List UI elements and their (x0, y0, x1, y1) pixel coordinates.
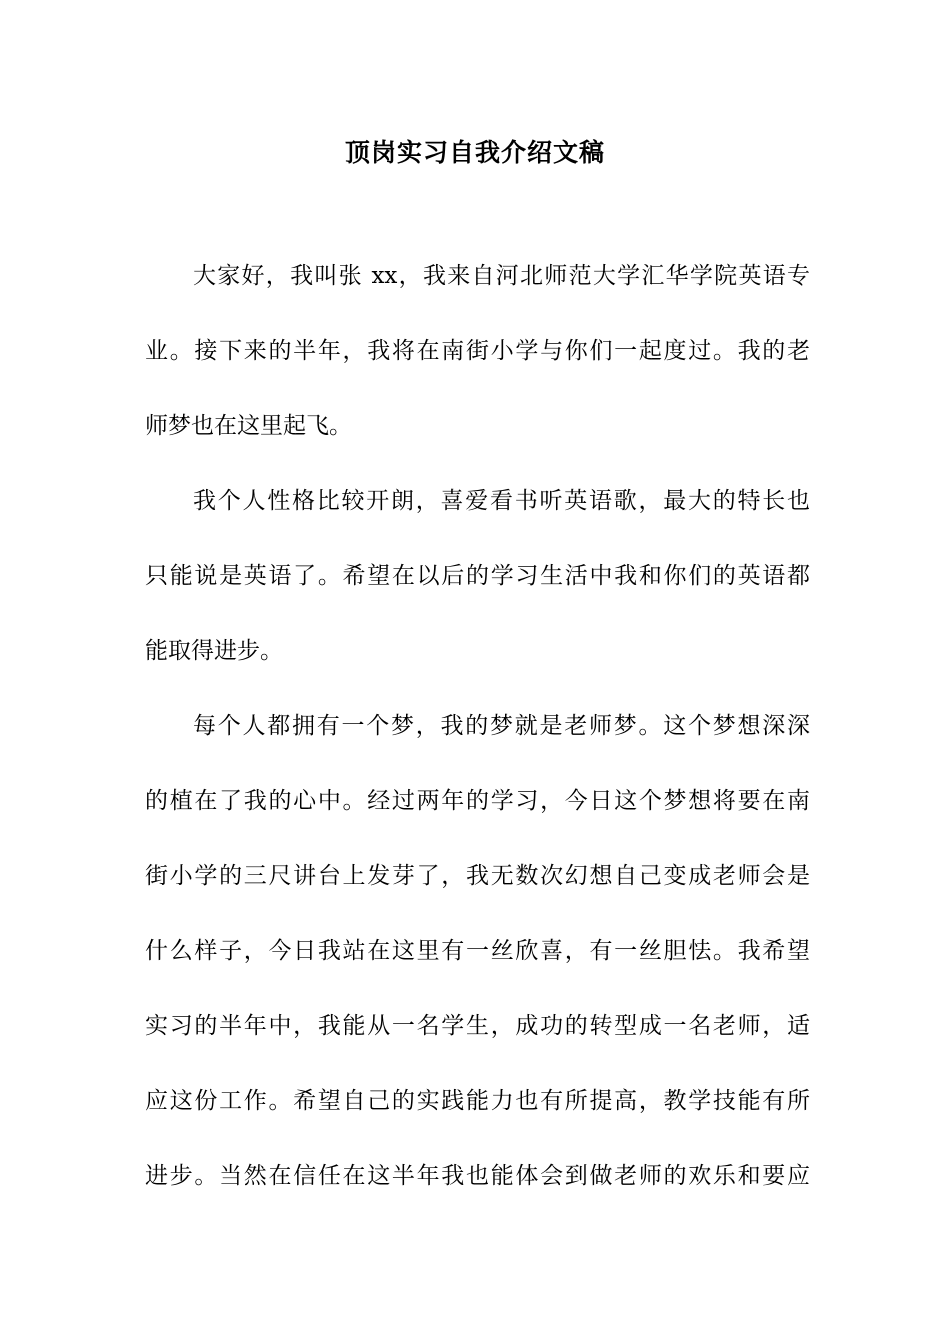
paragraph-line: 师梦也在这里起飞。 (145, 413, 352, 439)
paragraph-line: 每个人都拥有一个梦，我的梦就是老师梦。这个梦想深深 (193, 713, 810, 739)
paragraph-line: 街小学的三尺讲台上发芽了，我无数次幻想自己变成老师会是 (145, 863, 810, 889)
paragraph-line: 进步。当然在信任在这半年我也能体会到做老师的欢乐和要应 (145, 1163, 810, 1189)
paragraph-line: 只能说是英语了。希望在以后的学习生活中我和你们的英语都 (145, 563, 810, 589)
paragraph-line: 什么样子，今日我站在这里有一丝欣喜，有一丝胆怯。我希望 (145, 938, 810, 964)
paragraph-line: 的植在了我的心中。经过两年的学习，今日这个梦想将要在南 (145, 788, 810, 814)
paragraph-line: 大家好，我叫张 xx，我来自河北师范大学汇华学院英语专 (193, 263, 810, 289)
paragraph-line: 实习的半年中，我能从一名学生，成功的转型成一名老师，适 (145, 1013, 810, 1039)
paragraph-line: 业。接下来的半年，我将在南街小学与你们一起度过。我的老 (145, 338, 810, 364)
paragraph-line: 应这份工作。希望自己的实践能力也有所提高，教学技能有所 (145, 1088, 810, 1114)
document-title: 顶岗实习自我介绍文稿 (344, 138, 605, 167)
paragraph-line: 能取得进步。 (145, 638, 283, 664)
paragraph-line: 我个人性格比较开朗，喜爱看书听英语歌，最大的特长也 (193, 488, 810, 514)
